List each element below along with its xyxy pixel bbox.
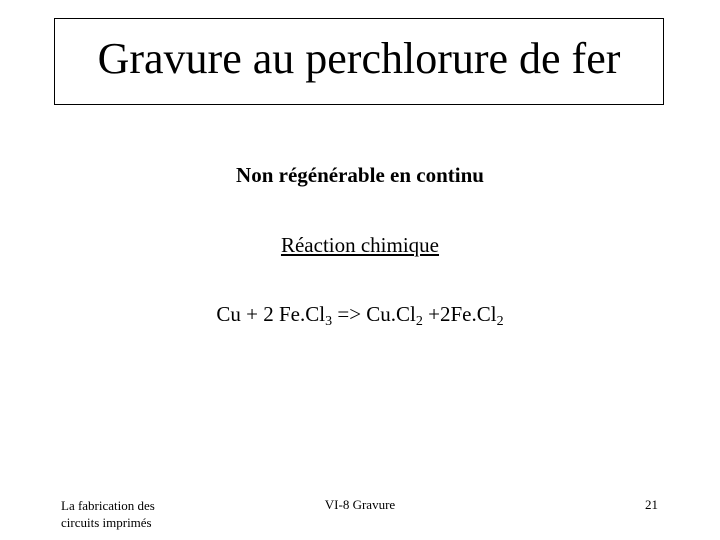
page-number: 21 [645, 497, 658, 512]
equation-subscript-1: 3 [325, 314, 333, 329]
equation-part-1: Cu + 2 Fe.Cl [216, 302, 326, 326]
equation-part-2: => Cu.Cl [332, 302, 416, 326]
equation-part-3: +2Fe.Cl [422, 302, 497, 326]
footer-left-line-1: La fabrication des [61, 498, 155, 513]
slide-title: Gravure au perchlorure de fer [97, 33, 621, 83]
footer-left-line-2: circuits imprimés [61, 515, 152, 530]
equation-subscript-2: 2 [415, 314, 423, 329]
title-box [54, 18, 664, 105]
footer-center: VI-8 Gravure [324, 497, 396, 512]
equation-subscript-3: 2 [496, 314, 504, 329]
slide-subtitle: Non régénérable en continu [236, 163, 484, 187]
reaction-heading: Réaction chimique [280, 233, 440, 257]
chemical-equation [0, 302, 720, 327]
